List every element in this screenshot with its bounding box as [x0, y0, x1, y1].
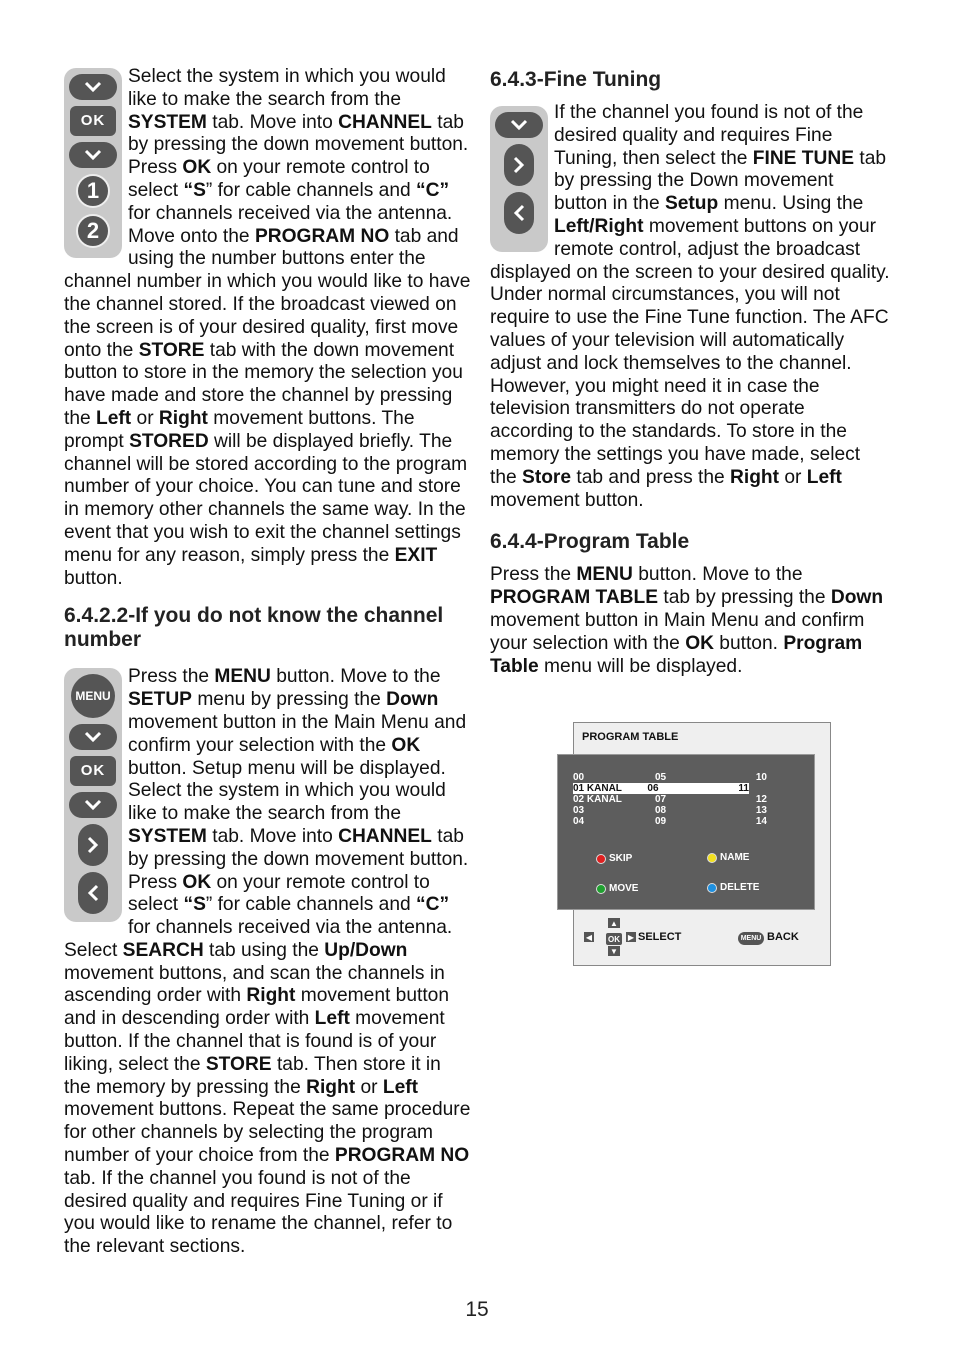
remote-keys-illustration	[64, 668, 122, 922]
program-row[interactable]	[573, 805, 803, 816]
program-cell: 02 KANAL	[573, 794, 622, 805]
legend-delete: DELETE	[707, 882, 759, 893]
program-table-screen	[573, 722, 831, 966]
yellow-dot-icon	[707, 853, 717, 863]
ok-key-icon: OK	[608, 934, 620, 944]
legend-name: NAME	[707, 852, 749, 863]
menu-key-icon: MENU	[738, 932, 764, 945]
program-cell: 12	[755, 794, 767, 805]
number-1-key-icon: 1	[76, 174, 110, 208]
chevron-down-icon	[69, 792, 117, 818]
remote-keys-illustration	[64, 68, 122, 258]
paragraph-store-channel: Select the system in which you would like to make the search from the SYSTEM tab. Move into CHANNEL tab by pressing the down movement button. Press OK on your remote control to select “S” for cable channels and “C” for channels received via the antenna. Move onto the PROGRAM NO tab and using the number buttons enter the channel number in which you would like to have the channel stored. If the broadcast viewed on the screen is of your desired quality, first move onto the STORE tab with the down movement button to store in the memory the selection you have made and store the channel by pressing the Left or Right movement buttons. The prompt STORED will be displayed briefly. The channel will be stored according to the program number of your choice. You can tune and store in memory other channels the same way. In the event that you wish to exit the channel settings menu for any reason, simply press the EXIT button.	[64, 66, 471, 589]
program-cell: 00	[573, 772, 585, 783]
section-heading-program-table: 6.4.4-Program Table	[490, 530, 690, 554]
paragraph-fine-tuning: If the channel you found is not of the desired quality and requires Fine Tuning, then select the FINE TUNE tab by pressing the Down movement button in the Setup menu. Using the Left/Right movement buttons on your remote control, adjust the broadcast displayed on the screen to your desired quality. Under normal circumstances, you will not require to use the Fine Tune function. The AFC values of your television will automatically adjust and lock themselves to the channel. However, you might need it in case the television transmitters do not operate according to the standards. To store in the memory the settings you have made, select the Store tab and press the Right or Left movement button.	[490, 102, 890, 511]
program-cell: 07	[655, 794, 667, 805]
ok-key-icon: OK	[70, 756, 116, 786]
menu-key-icon: MENU	[71, 674, 115, 718]
page-number: 15	[465, 1298, 489, 1321]
blue-dot-icon	[707, 883, 717, 893]
program-table-navigation	[584, 918, 824, 957]
chevron-down-icon	[495, 112, 543, 138]
program-cell: 04	[573, 816, 585, 827]
paragraph-program-table: Press the MENU button. Move to the PROGRAM TABLE tab by pressing the Down movement button in Main Menu and confirm your selection with the OK button. Program Table menu will be displayed.	[490, 564, 884, 677]
program-cell: 09	[655, 816, 667, 827]
green-dot-icon	[596, 884, 606, 894]
program-cell: 11	[738, 783, 749, 794]
arrow-left-icon: ◀	[585, 932, 593, 942]
program-row[interactable]	[573, 794, 803, 805]
chevron-left-icon	[78, 872, 108, 914]
right-column	[490, 66, 890, 678]
legend-skip: SKIP	[596, 853, 632, 864]
program-cell: 10	[755, 772, 767, 783]
chevron-down-icon	[69, 74, 117, 100]
select-label: SELECT	[638, 931, 682, 943]
left-column	[64, 66, 472, 1259]
legend-move: MOVE	[596, 883, 638, 894]
arrow-down-icon: ▼	[608, 946, 620, 956]
program-cell: 14	[755, 816, 767, 827]
program-cell: 08	[655, 805, 667, 816]
red-dot-icon	[596, 854, 606, 864]
paragraph-search-channel: Press the MENU button. Move to the SETUP menu by pressing the Down movement button in the Main Menu and confirm your selection with the OK button. Setup menu will be displayed. Select the system in which you would like to make the search from the SYSTEM tab. Move into CHANNEL tab by pressing the down movement button. Press OK on your remote control to select “S” for cable channels and “C” for channels received via the antenna. Select SEARCH tab using the Up/Down movement buttons, and scan the channels in ascending order with Right movement button and in descending order with Left movement button. If the channel that is found is of your liking, select the STORE tab. Then store it in the memory by pressing the Right or Left movement buttons. Repeat the same procedure for other channels by selecting the program number of your choice from the PROGRAM NO tab. If the channel you found is not of the desired quality and requires Fine Tuning or if you would like to rename the channel, refer to the relevant sections.	[64, 666, 471, 1258]
program-list	[573, 772, 803, 827]
chevron-right-icon	[78, 824, 108, 866]
program-cell: 01 KANAL	[573, 783, 622, 794]
chevron-down-icon	[69, 724, 117, 750]
program-cell: 05	[655, 772, 667, 783]
chevron-down-icon	[69, 142, 117, 168]
arrow-up-icon: ▲	[608, 918, 620, 928]
program-row[interactable]	[573, 772, 803, 783]
section-heading-fine-tuning: 6.4.3-Fine Tuning	[490, 68, 662, 91]
program-row[interactable]	[573, 816, 803, 827]
chevron-right-icon	[504, 144, 534, 186]
arrow-right-icon: ▶	[627, 932, 635, 942]
ok-key-icon: OK	[70, 106, 116, 136]
chevron-left-icon	[504, 192, 534, 234]
program-cell: 06	[647, 783, 659, 794]
number-2-key-icon: 2	[76, 214, 110, 248]
program-cell: 03	[573, 805, 585, 816]
back-label: BACK	[767, 931, 799, 943]
program-table-title: PROGRAM TABLE	[582, 731, 679, 743]
remote-keys-illustration	[490, 106, 548, 252]
program-row[interactable]	[573, 783, 749, 794]
program-table-panel	[557, 754, 815, 910]
section-heading-unknown-channel: 6.4.2.2-If you do not know the channel number	[64, 604, 444, 652]
program-cell: 13	[755, 805, 767, 816]
